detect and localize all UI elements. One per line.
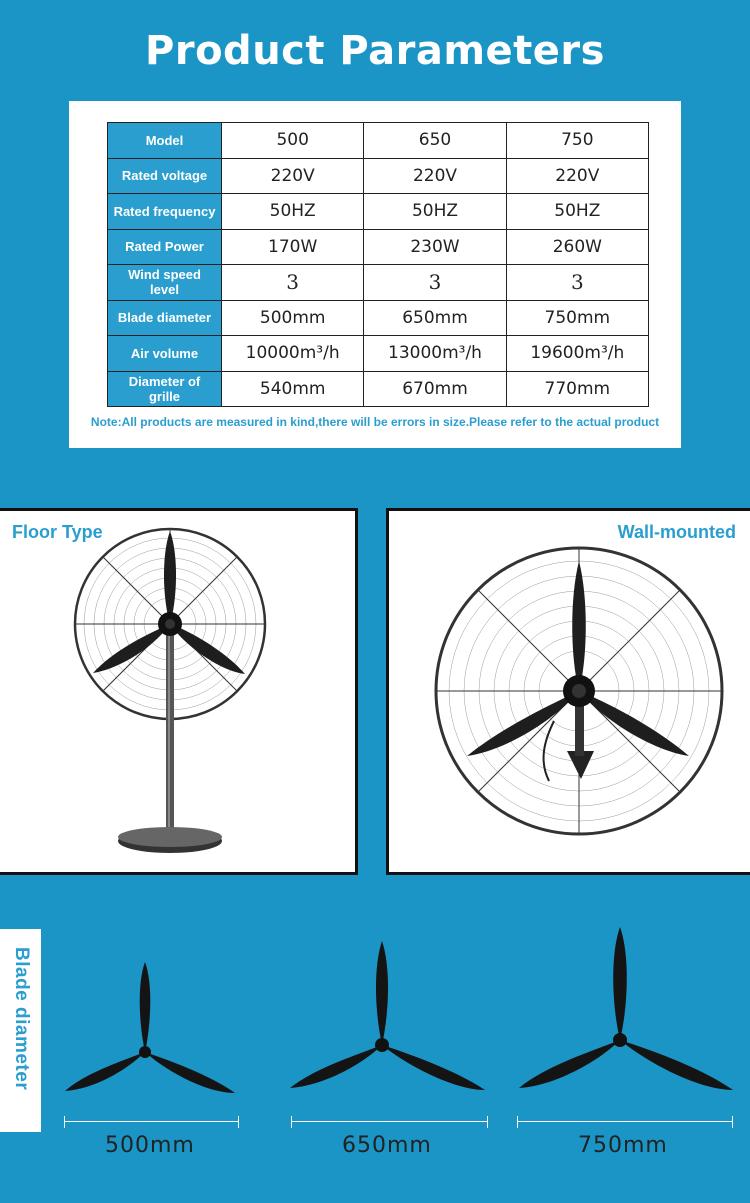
blade-size-label: 750mm — [578, 1133, 668, 1158]
table-row — [108, 229, 649, 265]
row-label: Rated frequency — [108, 194, 222, 230]
page-title: Product Parameters — [145, 28, 605, 74]
table-cell: 260W — [506, 229, 648, 265]
table-cell: 650 — [364, 123, 506, 159]
blade-500-image — [60, 955, 240, 1100]
dimension-line — [517, 1116, 733, 1128]
table-row — [108, 336, 649, 372]
table-cell: 170W — [222, 229, 364, 265]
table-cell: 3 — [364, 265, 506, 301]
parameters-table — [107, 122, 649, 407]
table-cell: 13000m³/h — [364, 336, 506, 372]
table-cell: 220V — [506, 158, 648, 194]
row-label: Wind speed level — [108, 265, 222, 301]
table-cell: 540mm — [222, 371, 364, 407]
table-cell: 220V — [222, 158, 364, 194]
floor-type-panel — [0, 508, 358, 875]
wall-mounted-panel — [386, 508, 750, 875]
table-cell: 3 — [222, 265, 364, 301]
dimension-line — [291, 1116, 488, 1128]
blade-650-image — [285, 938, 490, 1098]
table-cell: 750 — [506, 123, 648, 159]
wall-mounted-label: Wall-mounted — [617, 522, 736, 542]
table-row — [108, 371, 649, 407]
table-cell: 230W — [364, 229, 506, 265]
blade-750-image — [515, 925, 737, 1100]
floor-fan-image — [0, 511, 355, 872]
table-row — [108, 265, 649, 301]
blade-diameter-tab — [0, 929, 41, 1132]
table-cell: 19600m³/h — [506, 336, 648, 372]
row-label: Rated voltage — [108, 158, 222, 194]
blade-size-label: 650mm — [342, 1133, 432, 1158]
table-cell: 50HZ — [506, 194, 648, 230]
parameters-card — [69, 101, 681, 448]
table-cell: 10000m³/h — [222, 336, 364, 372]
table-cell: 50HZ — [364, 194, 506, 230]
table-cell: 650mm — [364, 300, 506, 336]
row-label: Diameter of grille — [108, 371, 222, 407]
blade-diameter-label: Blade diameter — [11, 947, 32, 1091]
row-label: Model — [108, 123, 222, 159]
table-row — [108, 194, 649, 230]
table-row — [108, 123, 649, 159]
table-row — [108, 300, 649, 336]
table-cell: 3 — [506, 265, 648, 301]
wall-fan-image — [389, 511, 750, 872]
table-row — [108, 158, 649, 194]
dimension-line — [64, 1116, 239, 1128]
row-label: Blade diameter — [108, 300, 222, 336]
measurement-note: Note:All products are measured in kind,there will be errors in size.Please refer to the actual product — [90, 415, 660, 429]
table-cell: 750mm — [506, 300, 648, 336]
row-label: Rated Power — [108, 229, 222, 265]
table-cell: 500mm — [222, 300, 364, 336]
floor-type-label: Floor Type — [12, 522, 103, 542]
table-cell: 220V — [364, 158, 506, 194]
table-cell: 500 — [222, 123, 364, 159]
table-cell: 670mm — [364, 371, 506, 407]
table-cell: 770mm — [506, 371, 648, 407]
blade-size-label: 500mm — [105, 1133, 195, 1158]
row-label: Air volume — [108, 336, 222, 372]
table-cell: 50HZ — [222, 194, 364, 230]
